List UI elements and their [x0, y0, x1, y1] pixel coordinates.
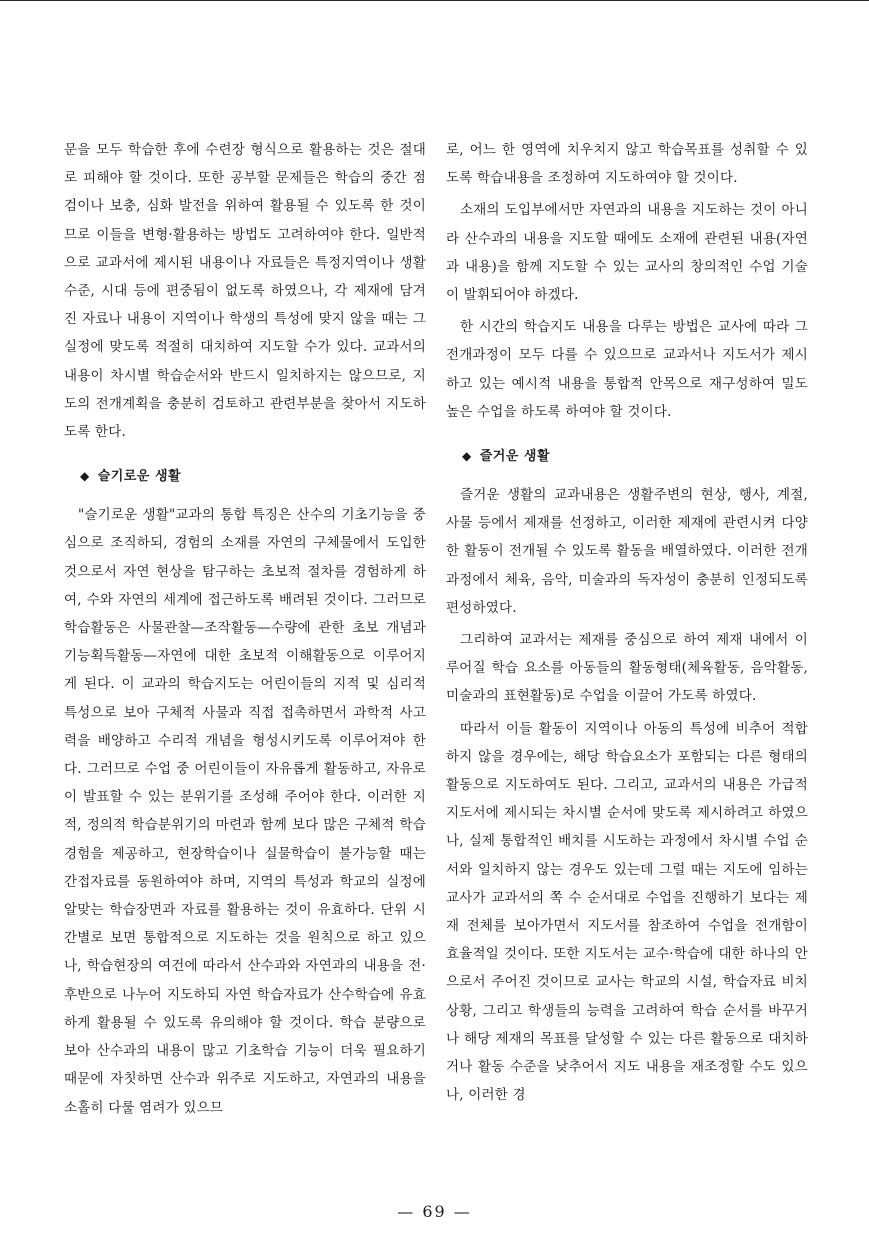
left-paragraph-1: 문을 모두 학습한 후에 수련장 형식으로 활용하는 것은 절대로 피해야 할 것이다. 또한 공부할 문제들은 학습의 중간 점검이나 보충, 심화 발전을 위하여 활용될 수 있도록 한 것이므로 이들을 변형·활용하는 방법도 고려하여야 한다. 일반적으로 교과서에 제시된 내용이나 자료들은 특정지역이나 생활수준, 시대 등에 편중됨이 없도록 하였으나, 각 제재에 담겨진 자료나 내용이 지역이나 학생의 특성에 맞지 않을 때는 그 실정에 맞도록 적절히 대치하여 지도할 수가 있다. 교과서의 내용이 차시별 학습순서와 반드시 일치하지는 않으므로, 지도의 전개계획을 충분히 검토하고 관련부분을 찾아서 지도하도록 한다. [64, 142, 426, 441]
right-paragraph-5: 그리하여 교과서는 제재를 중심으로 하여 제재 내에서 이루어질 학습 요소를 아동들의 활동형태(체육활동, 음악활동, 미술과의 표현활동)로 수업을 이끌어 가도록 하였다. [446, 632, 808, 705]
left-column [64, 136, 426, 1122]
section-heading-jeulgeoun [446, 446, 808, 467]
right-paragraph-3: 한 시간의 학습지도 내용을 다루는 방법은 교사에 따라 그 전개과정이 모두 다를 수 있으므로 교과서나 지도서가 제시하고 있는 예시적 내용을 통합적 안목으로 재구성하여 밀도 높은 수업을 하도록 하여야 할 것이다. [446, 319, 808, 420]
section-heading-label: 즐거운 생활 [479, 449, 551, 465]
right-paragraph-1: 로, 어느 한 영역에 치우치지 않고 학습목표를 성취할 수 있도록 학습내용을 조정하여 지도하여야 할 것이다. [446, 142, 808, 187]
right-paragraph-2: 소재의 도입부에서만 자연과의 내용을 지도하는 것이 아니라 산수과의 내용을 지도할 때에도 소재에 관련된 내용(자연과 내용)을 함께 지도할 수 있는 교사의 창의적인 수업 기술이 발휘되어야 하겠다. [446, 202, 808, 304]
right-paragraph-4: 즐거운 생활의 교과내용은 생활주변의 현상, 행사, 계절, 사물 등에서 제재를 선정하고, 이러한 제재에 관련시켜 다양한 활동이 전개될 수 있도록 활동을 배열하였다. 이러한 전개과정에서 체육, 음악, 미술과의 독자성이 충분히 인정되도록 편성하였다. [446, 487, 808, 616]
page-number: — 69 — [397, 1202, 472, 1221]
left-paragraph-2: "슬기로운 생활"교과의 통합 특징은 산수의 기초기능을 중심으로 조직하되, 경험의 소재를 자연의 구체물에서 도입한 것으로서 자연 현상을 탐구하는 초보적 절차를 경험하게 하여, 수와 자연의 세계에 접근하도록 배려된 것이다. 그러므로 학습활동은 사물관찰—조작활동—수량에 관한 초보 개념과 기능획득활동—자연에 대한 초보적 이해활동으로 이루어지게 된다. 이 교과의 학습지도는 어린이들의 지적 및 심리적 특성으로 보아 구체적 사물과 직접 접촉하면서 과학적 사고력을 배양하고 수리적 개념을 형성시키도록 이루어져야 한다. 그러므로 수업 중 어린이들이 자유롭게 활동하고, 자유로이 발표할 수 있는 분위기를 조성해 주어야 한다. 이러한 지적, 정의적 학습분위기의 마련과 함께 보다 많은 구체적 학습경험을 제공하고, 현장학습이나 실물학습이 불가능할 때는 간접자료를 동원하여야 하며, 지역의 특성과 학교의 실정에 알맞는 학습장면과 자료를 활용하는 것이 유효하다. 단위 시간별로 보면 통합적으로 지도하는 것을 원칙으로 하고 있으나, 학습현장의 여건에 따라서 산수과와 자연과의 내용을 전·후반으로 나누어 지도하되 자연 학습자료가 산수학습에 유효하게 활용될 수 있도록 유의해야 할 것이다. 학습 분량으로 보아 산수과의 내용이 많고 기초학습 기능이 더욱 필요하기 때문에 자칫하면 산수과 위주로 지도하고, 자연과의 내용을 소홀히 다룰 염려가 있으므 [64, 507, 426, 1116]
right-column [446, 136, 808, 1110]
diamond-bullet-icon: ◆ [462, 449, 472, 464]
right-paragraph-6: 따라서 이들 활동이 지역이나 아동의 특성에 비추어 적합하지 않을 경우에는, 해당 학습요소가 포함되는 다른 형태의 활동으로 지도하여도 된다. 그리고, 교과서의 내용은 가급적 지도서에 제시되는 차시별 순서에 맞도록 제시하려고 하였으나, 실제 통합적인 배치를 시도하는 과정에서 차시별 수업 순서와 일치하지 않는 경우도 있는데 그럴 때는 지도에 임하는 교사가 교과서의 쪽 수 순서대로 수업을 진행하기 보다는 제재 전체를 보아가면서 지도서를 참조하여 수업을 전개함이 효율적일 것이다. 또한 지도서는 교수·학습에 대한 하나의 안으로서 주어진 것이므로 교사는 학교의 시설, 학습자료 비치상황, 그리고 학생들의 능력을 고려하여 학습 순서를 바꾸거나 해당 제재의 목표를 달성할 수 있는 다른 활동으로 대치하거나 활동 수준을 낮추어서 지도 내용을 재조정할 수도 있으나, 이러한 경 [446, 720, 808, 1104]
section-heading-label: 슬기로운 생활 [97, 469, 182, 485]
section-heading-seulgi [64, 466, 426, 487]
top-border-line [0, 0, 869, 1]
diamond-bullet-icon: ◆ [80, 469, 90, 484]
